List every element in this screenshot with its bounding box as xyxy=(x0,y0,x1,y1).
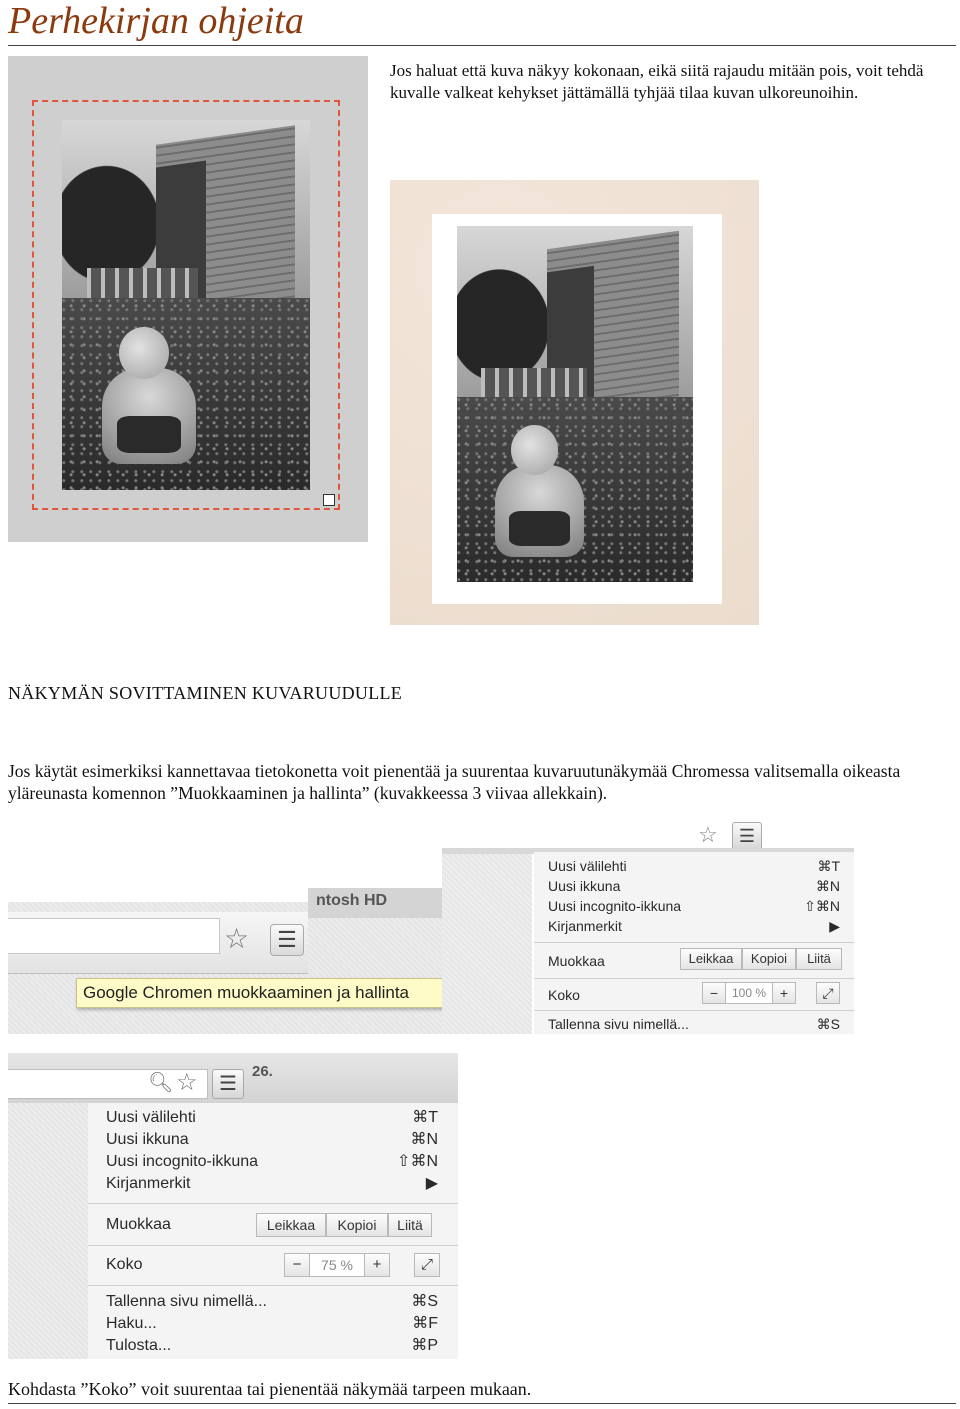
title-divider xyxy=(8,45,956,46)
bottom-divider xyxy=(8,1403,956,1404)
menu-item-print[interactable]: Tulosta... ⌘P xyxy=(106,1337,438,1354)
star-icon[interactable]: ☆ xyxy=(698,822,718,847)
zoom-controls xyxy=(702,982,796,1004)
chrome-menu-button[interactable]: ☰ xyxy=(212,1069,244,1099)
chrome-screenshot-1 xyxy=(8,822,854,1034)
instruction-paragraph-2: Jos käytät esimerkiksi kannettavaa tietokonetta voit pienentää ja suurentaa kuvaruutunäkymää Chromessa valitsemalla oikeasta yläreunasta komennon ”Muokkaaminen ja hallinta” (kuvakkeessa 3 viivaa allekkain). xyxy=(8,761,901,803)
paste-button[interactable]: Liitä xyxy=(796,948,842,970)
menu-item-incognito[interactable]: Uusi incognito-ikkuna ⇧⌘N xyxy=(106,1153,438,1170)
magnifier-icon[interactable]: 🔍︎ xyxy=(148,1072,174,1094)
zoom-out-button[interactable]: − xyxy=(284,1253,310,1277)
resize-handle[interactable] xyxy=(323,494,335,506)
page-title: Perhekirjan ohjeita xyxy=(8,0,304,42)
cut-button[interactable]: Leikkaa xyxy=(680,948,742,970)
zoom-value: 100 % xyxy=(726,982,772,1004)
page-background xyxy=(8,1103,88,1359)
edit-buttons xyxy=(680,948,842,970)
copy-button[interactable]: Kopioi xyxy=(742,948,796,970)
menu-item-save-as[interactable]: Tallenna sivu nimellä... ⌘S xyxy=(548,1016,840,1032)
menu-item-zoom: Koko xyxy=(106,1256,143,1273)
disk-label: ntosh HD xyxy=(308,888,448,918)
zoom-value: 75 % xyxy=(310,1253,364,1277)
section-heading: NÄKYMÄN SOVITTAMINEN KUVARUUDULLE xyxy=(8,683,403,703)
edit-buttons xyxy=(256,1213,432,1237)
caption: Kohdasta ”Koko” voit suurentaa tai pienentää näkymää tarpeen mukaan. xyxy=(8,1379,532,1399)
menu-separator xyxy=(534,1010,854,1011)
cut-button[interactable]: Leikkaa xyxy=(256,1213,326,1237)
menu-tooltip: Google Chromen muokkaaminen ja hallinta xyxy=(76,978,448,1008)
instruction-paragraph-1: Jos haluat että kuva näkyy kokonaan, eikä siitä rajaudu mitään pois, voit tehdä kuvalle valkeat kehykset jättämällä tyhjää tilaa kuvan ulkoreunoihin. xyxy=(390,61,924,102)
chrome-menu-button[interactable]: ☰ xyxy=(732,822,762,850)
menu-item-bookmarks[interactable]: Kirjanmerkit ▶ xyxy=(106,1175,438,1192)
menu-item-edit: Muokkaa xyxy=(106,1216,171,1233)
paste-button[interactable]: Liitä xyxy=(388,1213,432,1237)
menu-item-save-as[interactable]: Tallenna sivu nimellä... ⌘S xyxy=(106,1293,438,1310)
page-background xyxy=(442,854,532,1034)
menu-separator xyxy=(88,1285,458,1286)
menu-separator xyxy=(534,978,854,979)
frame-boundary-dashed xyxy=(32,100,340,510)
menu-item-new-tab[interactable]: Uusi välilehti ⌘T xyxy=(548,858,840,874)
menu-item-new-window[interactable]: Uusi ikkuna ⌘N xyxy=(548,878,840,894)
chrome-menu xyxy=(534,852,854,1034)
star-icon[interactable]: ☆ xyxy=(176,1070,198,1096)
menu-item-zoom: Koko xyxy=(548,987,580,1003)
zoom-in-button[interactable]: + xyxy=(772,982,796,1004)
chrome-screenshot-2 xyxy=(8,1053,458,1359)
zoom-in-button[interactable]: + xyxy=(364,1253,390,1277)
fullscreen-button[interactable]: ⤢ xyxy=(414,1253,440,1277)
menu-separator xyxy=(88,1203,458,1204)
zoom-out-button[interactable]: − xyxy=(702,982,726,1004)
menu-item-bookmarks[interactable]: Kirjanmerkit ▶ xyxy=(548,918,840,934)
chrome-menu xyxy=(88,1103,458,1359)
zoom-controls xyxy=(284,1253,390,1277)
menu-item-edit: Muokkaa xyxy=(548,953,605,969)
menu-item-new-window[interactable]: Uusi ikkuna ⌘N xyxy=(106,1131,438,1148)
menu-separator xyxy=(88,1245,458,1246)
fullscreen-button[interactable]: ⤢ xyxy=(816,982,840,1004)
address-bar[interactable] xyxy=(8,918,220,954)
star-icon[interactable]: ☆ xyxy=(224,924,250,955)
menu-item-find[interactable]: Haku... ⌘F xyxy=(106,1315,438,1332)
chrome-menu-button[interactable]: ☰ xyxy=(270,924,304,956)
menu-separator xyxy=(534,942,854,943)
page-date-text: 26. xyxy=(252,1063,273,1080)
copy-button[interactable]: Kopioi xyxy=(326,1213,388,1237)
menu-item-new-tab[interactable]: Uusi välilehti ⌘T xyxy=(106,1109,438,1126)
menu-item-incognito[interactable]: Uusi incognito-ikkuna ⇧⌘N xyxy=(548,898,840,914)
baby-photo-framed xyxy=(457,226,693,582)
